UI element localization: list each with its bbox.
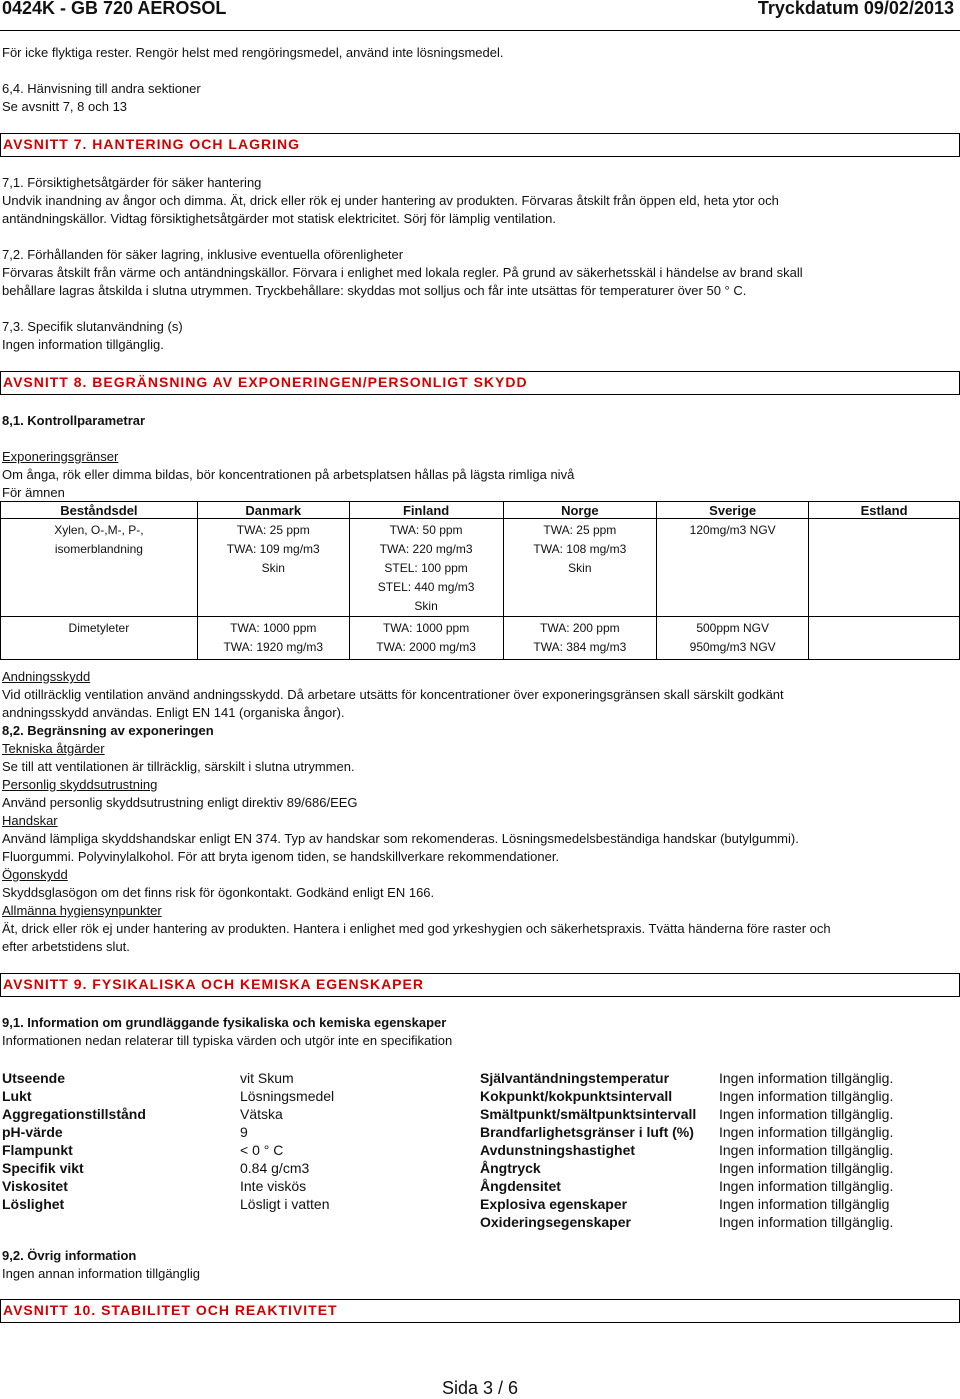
table-cell-sverige (657, 519, 809, 617)
s82-heading: 8,2. Begränsning av exponeringen (2, 723, 214, 738)
ppe-text: Använd personlig skyddsutrustning enligt direktiv 89/686/EEG (2, 795, 358, 810)
property-label: Viskositet (2, 1178, 68, 1194)
cell-line: TWA: 2000 mg/m3 (376, 640, 476, 654)
property-label: Oxideringsegenskaper (480, 1214, 631, 1230)
property-value: Ingen information tillgänglig. (719, 1070, 894, 1086)
cell-line: Dimetyleter (68, 621, 130, 635)
hygiene-heading: Allmänna hygiensynpunkter (2, 903, 162, 918)
table-row (1, 519, 960, 617)
property-label: Löslighet (2, 1196, 65, 1212)
property-label: Ångdensitet (480, 1178, 561, 1194)
property-label: Flampunkt (2, 1142, 73, 1158)
product-name: 0424K - GB 720 AEROSOL (2, 0, 227, 18)
table-cell-finland (349, 519, 503, 617)
property-value: vit Skum (240, 1070, 294, 1086)
cell-line: TWA: 25 ppm (543, 523, 617, 537)
property-value: Lösligt i vatten (240, 1196, 330, 1212)
s64-heading: 6,4. Hänvisning till andra sektioner (2, 81, 201, 96)
cell-line: TWA: 108 mg/m3 (533, 542, 627, 556)
property-value: < 0 ° C (240, 1142, 284, 1158)
property-value: 0.84 g/cm3 (240, 1160, 310, 1176)
gloves-text-2: Fluorgummi. Polyvinylalkohol. För att bryta igenom tiden, se handskillverkare rekommendationer. (2, 849, 560, 864)
table-header-cell: Beståndsdel (1, 502, 198, 519)
s71-text-2: antändningskällor. Vidtag försiktighetsåtgärder mot statisk elektricitet. Sörj för lämplig ventilation. (2, 211, 556, 226)
table-cell-component (1, 617, 198, 660)
cell-line: TWA: 1000 ppm (230, 621, 317, 635)
section-10-heading: AVSNITT 10. STABILITET OCH REAKTIVITET (0, 1299, 960, 1323)
table-row (1, 617, 960, 660)
property-label: Aggregationstillstånd (2, 1106, 146, 1122)
cell-line: TWA: 50 ppm (389, 523, 463, 537)
hygiene-text-2: efter arbetstidens slut. (2, 939, 130, 954)
property-label: Utseende (2, 1070, 66, 1086)
gloves-text-1: Använd lämpliga skyddshandskar enligt EN 374. Typ av handskar som rekomenderas. Lösningsmedelsbeständiga handskar (butylgummi). (2, 831, 799, 846)
s64-text: Se avsnitt 7, 8 och 13 (2, 99, 128, 114)
respiratory-text-2: andningsskydd användas. Enligt EN 141 (organiska ångor). (2, 705, 345, 720)
table-cell-norge (503, 617, 657, 660)
cell-line: TWA: 25 ppm (236, 523, 310, 537)
property-label: Brandfarlighetsgränser i luft (%) (480, 1124, 694, 1140)
cell-line: STEL: 440 mg/m3 (377, 580, 475, 594)
table-header-cell: Danmark (197, 502, 349, 519)
s72-text-1: Förvaras åtskilt från värme och antändningskällor. Förvara i enlighet med lokala regler. På grund av säkerhetsskäl i händelse av brand skall (2, 265, 803, 280)
cell-line: Xylen, O-,M-, P-, (54, 523, 144, 537)
property-value: Ingen information tillgänglig. (719, 1178, 894, 1194)
eye-heading: Ögonskydd (2, 867, 68, 882)
property-value: Vätska (240, 1106, 283, 1122)
property-label: Specifik vikt (2, 1160, 84, 1176)
table-cell-finland (349, 617, 503, 660)
s6-text: För icke flyktiga rester. Rengör helst med rengöringsmedel, använd inte lösningsmedel. (2, 45, 504, 60)
s91-text: Informationen nedan relaterar till typiska värden och utgör inte en specifikation (2, 1033, 453, 1048)
table-cell-norge (503, 519, 657, 617)
property-label: Explosiva egenskaper (480, 1196, 628, 1212)
respiratory-text-1: Vid otillräcklig ventilation använd andningsskydd. Då arbetare utsätts för koncentrationer över exponeringsgränsen skall särskilt godkänt (2, 687, 784, 702)
table-header-cell: Norge (503, 502, 657, 519)
property-value: Inte viskös (240, 1178, 307, 1194)
table-cell-sverige (657, 617, 809, 660)
cell-line: TWA: 384 mg/m3 (533, 640, 627, 654)
gloves-heading: Handskar (2, 813, 58, 828)
cell-line: 500ppm NGV (696, 621, 770, 635)
cell-line: 120mg/m3 NGV (689, 523, 776, 537)
property-label: pH-värde (2, 1124, 63, 1140)
print-date: Tryckdatum 09/02/2013 (757, 0, 954, 18)
cell-line: TWA: 200 ppm (540, 621, 620, 635)
property-label: Smältpunkt/smältpunktsintervall (480, 1106, 697, 1122)
property-value: Lösningsmedel (240, 1088, 335, 1104)
property-value: Ingen information tillgänglig. (719, 1142, 894, 1158)
header-divider (0, 30, 960, 31)
section-9-heading: AVSNITT 9. FYSIKALISKA OCH KEMISKA EGENSKAPER (0, 973, 960, 997)
page-number: Sida 3 / 6 (441, 1378, 519, 1398)
property-value: Ingen information tillgänglig. (719, 1106, 894, 1122)
s81-heading: 8,1. Kontrollparametrar (2, 413, 146, 428)
technical-heading: Tekniska åtgärder (2, 741, 105, 756)
for-substances: För ämnen (2, 485, 65, 500)
property-value: Ingen information tillgänglig. (719, 1088, 894, 1104)
table-cell-component (1, 519, 198, 617)
table-header-cell: Estland (809, 502, 960, 519)
property-value: Ingen information tillgänglig. (719, 1214, 894, 1230)
cell-line: TWA: 220 mg/m3 (379, 542, 473, 556)
technical-text: Se till att ventilationen är tillräcklig, särskilt i slutna utrymmen. (2, 759, 355, 774)
s73-text: Ingen information tillgänglig. (2, 337, 164, 352)
property-value: Ingen information tillgänglig. (719, 1160, 894, 1176)
page-header (0, 0, 960, 22)
property-label: Avdunstningshastighet (480, 1142, 636, 1158)
table-cell-danmark (197, 617, 349, 660)
cell-line: TWA: 109 mg/m3 (226, 542, 320, 556)
property-label: Kokpunkt/kokpunktsintervall (480, 1088, 673, 1104)
respiratory-heading: Andningsskydd (2, 669, 91, 684)
table-header-cell: Finland (349, 502, 503, 519)
property-value: Ingen information tillgänglig. (719, 1124, 894, 1140)
eye-text: Skyddsglasögon om det finns risk för ögonkontakt. Godkänd enligt EN 166. (2, 885, 435, 900)
cell-line: TWA: 1920 mg/m3 (223, 640, 324, 654)
table-cell-estland (809, 519, 960, 617)
section-7-heading: AVSNITT 7. HANTERING OCH LAGRING (0, 133, 960, 157)
property-value: 9 (240, 1124, 248, 1140)
cell-line: Skin (568, 561, 592, 575)
s72-heading: 7,2. Förhållanden för säker lagring, inklusive eventuella oförenligheter (2, 247, 404, 262)
property-label: Ångtryck (480, 1160, 541, 1176)
s71-heading: 7,1. Försiktighetsåtgärder för säker hantering (2, 175, 262, 190)
s72-text-2: behållare lagras åtskilda i slutna utrymmen. Tryckbehållare: skyddas mot solljus och får inte utsättas för temperaturer över 50 ° C. (2, 283, 747, 298)
ppe-heading: Personlig skyddsutrustning (2, 777, 158, 792)
table-cell-estland (809, 617, 960, 660)
table-header-row (1, 502, 960, 519)
table-cell-danmark (197, 519, 349, 617)
s92-text: Ingen annan information tillgänglig (2, 1266, 201, 1281)
table-header-cell: Sverige (657, 502, 809, 519)
hygiene-text-1: Ät, drick eller rök ej under hantering av produkten. Hantera i enlighet med god yrkeshygien och säkerhetspraxis. Tvätta händerna före raster och (2, 921, 831, 936)
cell-line: Skin (414, 599, 438, 613)
cell-line: 950mg/m3 NGV (689, 640, 776, 654)
cell-line: Skin (261, 561, 285, 575)
section-8-heading: AVSNITT 8. BEGRÄNSNING AV EXPONERINGEN/PERSONLIGT SKYDD (0, 371, 960, 395)
expo-limits-heading: Exponeringsgränser (2, 449, 119, 464)
cell-line: STEL: 100 ppm (384, 561, 468, 575)
s92-heading: 9,2. Övrig information (2, 1248, 137, 1263)
s73-heading: 7,3. Specifik slutanvändning (s) (2, 319, 183, 334)
property-label: Lukt (2, 1088, 32, 1104)
cell-line: TWA: 1000 ppm (382, 621, 470, 635)
s71-text-1: Undvik inandning av ångor och dimma. Ät, drick eller rök ej under hantering av produkten. Förvaras åtskilt från öppen eld, heta ytor och (2, 193, 779, 208)
s91-heading: 9,1. Information om grundläggande fysikaliska och kemiska egenskaper (2, 1015, 447, 1030)
expo-limits-text: Om ånga, rök eller dimma bildas, bör koncentrationen på arbetsplatsen hållas på lägsta rimliga nivå (2, 467, 575, 482)
property-value: Ingen information tillgänglig (719, 1196, 890, 1212)
cell-line: isomerblandning (54, 542, 143, 556)
exposure-limits-table (0, 501, 960, 660)
property-label: Självantändningstemperatur (480, 1070, 670, 1086)
